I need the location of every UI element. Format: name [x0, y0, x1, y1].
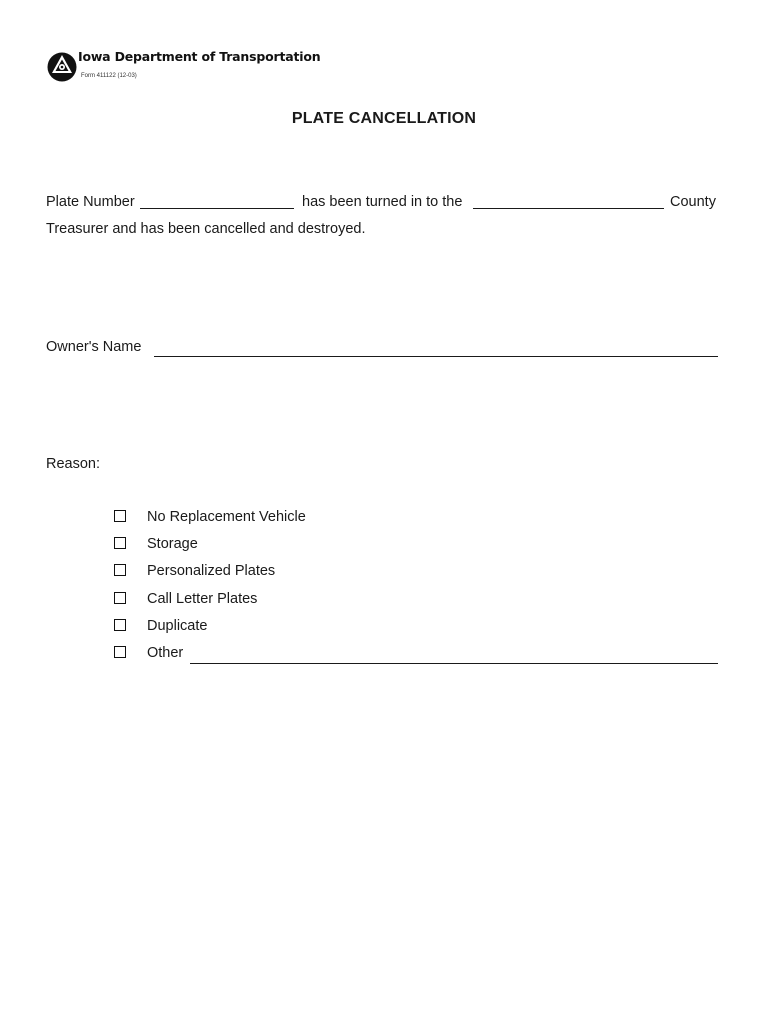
page-title: PLATE CANCELLATION	[291, 110, 477, 127]
owner-name-row	[46, 339, 718, 359]
plate-number-label: Plate Number	[46, 194, 135, 210]
iowa-dot-logo-icon	[46, 49, 78, 83]
reason-option-other[interactable]	[114, 644, 718, 662]
county-field[interactable]	[473, 194, 664, 209]
other-reason-field[interactable]	[190, 644, 718, 664]
county-label: County	[670, 194, 716, 210]
checkbox[interactable]	[114, 646, 126, 658]
option-label: Storage	[147, 536, 198, 552]
owner-name-field[interactable]	[154, 339, 718, 357]
treasurer-statement: Treasurer and has been cancelled and destroyed.	[46, 221, 366, 237]
plate-statement-line	[46, 194, 718, 214]
owner-name-label: Owner's Name	[46, 339, 142, 355]
option-label: Personalized Plates	[147, 563, 276, 579]
reason-option-personalized-plates[interactable]	[114, 562, 718, 580]
option-label: Other	[147, 645, 184, 661]
form-number: Form 411122 (12-03)	[81, 73, 137, 79]
checkbox[interactable]	[114, 564, 126, 576]
checkbox[interactable]	[114, 510, 126, 522]
option-label: Duplicate	[147, 618, 208, 634]
turned-in-text: has been turned in to the	[302, 194, 463, 210]
reason-label: Reason:	[46, 456, 101, 472]
reason-option-storage[interactable]	[114, 535, 718, 553]
agency-name: Iowa Department of Transportation	[78, 49, 321, 64]
reason-option-call-letter-plates[interactable]	[114, 590, 718, 608]
checkbox[interactable]	[114, 619, 126, 631]
plate-number-field[interactable]	[140, 194, 294, 209]
option-label: No Replacement Vehicle	[147, 509, 306, 525]
option-label: Call Letter Plates	[147, 591, 258, 607]
checkbox[interactable]	[114, 537, 126, 549]
form-header	[46, 46, 366, 86]
reason-option-duplicate[interactable]	[114, 617, 718, 635]
checkbox[interactable]	[114, 592, 126, 604]
reason-option-no-replacement-vehicle[interactable]	[114, 508, 718, 526]
